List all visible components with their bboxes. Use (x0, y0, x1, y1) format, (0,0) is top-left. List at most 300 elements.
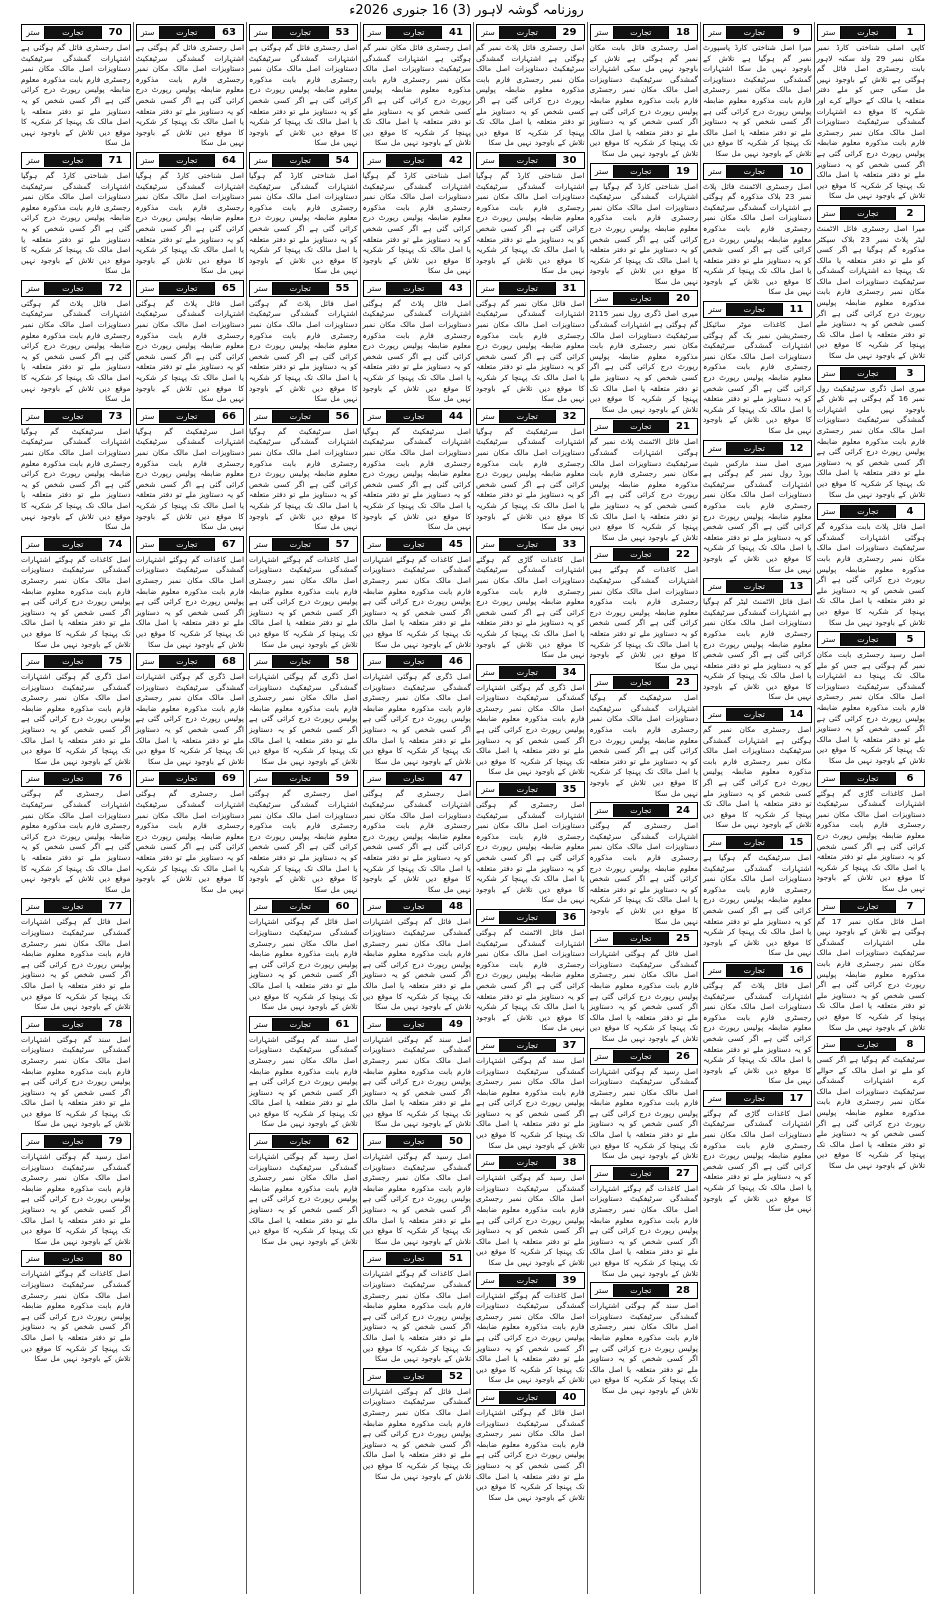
classified-ad (363, 536, 472, 650)
ad-number: 70 (101, 26, 130, 39)
ad-header (136, 653, 245, 670)
ad-section-label: تجارت (45, 1252, 101, 1265)
ad-section-label: تجارت (727, 964, 782, 977)
ad-text: اصل شناختی کارڈ گم ہوگیا اشتہارات گمشدگی سرٹیفکیٹ دستاویزات اصل مالک مکان نمبر رجسٹری فارم بابت مذکورہ معلوم ضابطہ پولیس رپورٹ درج کرائی گئی ہے اگر کسی شخص کو یہ دستاویز ملے تو دفتر متعلقہ یا اصل مالک تک پہنچا کر شکریہ کا موقع دیں تلاش کے باوجود نہیں مل سکا (249, 170, 358, 276)
classified-columns (6, 22, 927, 1594)
ad-section-label: تجارت (387, 154, 442, 167)
ad-tag: ستر (818, 633, 841, 646)
ad-text: اصل رسید گم ہوگئی اشتہارات گمشدگی سرٹیفکیٹ دستاویزات اصل مالک مکان نمبر رجسٹری فارم بابت مذکورہ معلوم ضابطہ پولیس رپورٹ درج کرائی گئی ہے اگر کسی شخص کو یہ دستاویز ملے تو دفتر متعلقہ یا اصل مالک تک پہنچا کر شکریہ کا موقع دیں تلاش کے باوجود نہیں مل سکا (476, 1173, 585, 1267)
ad-tag: ستر (22, 26, 45, 39)
ad-header (590, 1282, 699, 1299)
classified-ad (249, 280, 358, 405)
ad-number: 14 (782, 708, 811, 721)
classified-ad (363, 1133, 472, 1247)
ad-tag: ستر (591, 420, 614, 433)
classified-ad (476, 1037, 585, 1151)
ad-text: اصل ڈگری گم ہوگئی اشتہارات گمشدگی سرٹیفکیٹ دستاویزات اصل مالک مکان نمبر رجسٹری فارم بابت مذکورہ معلوم ضابطہ پولیس رپورٹ درج کرائی گئی ہے اگر کسی شخص کو یہ دستاویز ملے تو دفتر متعلقہ یا اصل مالک تک پہنچا کر شکریہ کا موقع دیں تلاش کے باوجود نہیں مل سکا (476, 682, 585, 777)
ad-header (363, 898, 472, 915)
ad-number: 77 (101, 900, 130, 913)
ad-text: میری اصل سند مارکس شیٹ بورڈ رول نمبر گم ہوگئی ہے اشتہارات گمشدگی سرٹیفکیٹ دستاویزات اصل مالک مکان نمبر رجسٹری فارم بابت مذکورہ معلوم ضابطہ پولیس رپورٹ درج کرائی گئی ہے اگر کسی شخص کو یہ دستاویز ملے تو دفتر متعلقہ یا اصل مالک تک پہنچا کر شکریہ کا موقع دیں تلاش کے باوجود نہیں مل سکا (703, 458, 812, 574)
ad-number: 34 (555, 666, 584, 679)
ad-tag: ستر (137, 410, 160, 423)
ad-header (249, 898, 358, 915)
ad-header (21, 152, 131, 169)
ad-number: 20 (668, 292, 697, 305)
ad-section-label: تجارت (500, 1274, 555, 1287)
classified-ad (703, 962, 812, 1087)
ad-number: 69 (214, 772, 243, 785)
ad-header (476, 408, 585, 425)
ad-header (136, 24, 245, 41)
ad-header (590, 930, 699, 947)
ad-section-label: تجارت (614, 548, 669, 561)
ad-text: میری اصل ڈگری رول نمبر 2115 گم ہوگئی ہے اشتہارات گمشدگی سرٹیفکیٹ دستاویزات اصل مالک مکان نمبر رجسٹری فارم بابت مذکورہ معلوم ضابطہ پولیس رپورٹ درج کرائی گئی ہے اگر کسی شخص کو یہ دستاویز ملے تو دفتر متعلقہ یا اصل مالک تک پہنچا کر شکریہ کا موقع دیں تلاش کے باوجود نہیں مل سکا (589, 309, 698, 414)
ad-section-label: تجارت (614, 932, 669, 945)
ad-tag: ستر (364, 1018, 387, 1031)
ad-header (21, 1250, 131, 1267)
classified-ad (21, 770, 131, 895)
ad-section-label: تجارت (160, 772, 215, 785)
ad-header (590, 418, 699, 435)
ad-tag: ستر (364, 772, 387, 785)
classified-ad (249, 770, 358, 895)
ad-tag: ستر (591, 804, 614, 817)
ad-text: اصل رجسٹری گم ہوگئی اشتہارات گمشدگی سرٹیفکیٹ دستاویزات اصل مالک مکان نمبر رجسٹری فارم بابت مذکورہ معلوم ضابطہ پولیس رپورٹ درج کرائی گئی ہے اگر کسی شخص کو یہ دستاویز ملے تو دفتر متعلقہ یا اصل مالک تک پہنچا کر شکریہ کا موقع دیں تلاش کے باوجود نہیں مل سکا (135, 789, 244, 894)
classified-ad (363, 1250, 472, 1364)
ad-header (363, 770, 472, 787)
ad-tag: ستر (250, 900, 273, 913)
ad-header (21, 24, 131, 41)
ad-number: 4 (895, 505, 924, 518)
ad-header (703, 578, 812, 595)
ad-text: اصل کاغذات گم ہوگئے اشتہارات گمشدگی سرٹیفکیٹ دستاویزات اصل مالک مکان نمبر رجسٹری فارم بابت مذکورہ معلوم ضابطہ پولیس رپورٹ درج کرائی گئی ہے اگر کسی شخص کو یہ دستاویز ملے تو دفتر متعلقہ یا اصل مالک تک پہنچا کر شکریہ کا موقع دیں تلاش کے باوجود نہیں مل سکا (135, 554, 244, 649)
ad-tag: ستر (137, 26, 160, 39)
ad-number: 26 (668, 1050, 697, 1063)
ad-text: اصل کاغذات گم ہوگئے اشتہارات گمشدگی سرٹیفکیٹ دستاویزات اصل مالک مکان نمبر رجسٹری فارم بابت مذکورہ معلوم ضابطہ پولیس رپورٹ درج کرائی گئی ہے اگر کسی شخص کو یہ دستاویز ملے تو دفتر متعلقہ یا اصل مالک تک پہنچا کر شکریہ کا موقع دیں تلاش کے باوجود نہیں مل سکا (476, 1290, 585, 1385)
ad-section-label: تجارت (273, 538, 328, 551)
ad-section-label: تجارت (45, 538, 101, 551)
ad-number: 36 (555, 911, 584, 924)
ad-section-label: تجارت (273, 282, 328, 295)
classified-ad (21, 280, 131, 405)
ad-number: 13 (782, 580, 811, 593)
ad-header (249, 770, 358, 787)
ad-section-label: تجارت (500, 783, 555, 796)
ad-tag: ستر (477, 282, 500, 295)
ad-header (476, 280, 585, 297)
ad-section-label: تجارت (273, 900, 328, 913)
ad-text: اصل فائل گم ہوگئی اشتہارات گمشدگی سرٹیفکیٹ دستاویزات اصل مالک مکان نمبر رجسٹری فارم بابت مذکورہ معلوم ضابطہ پولیس رپورٹ درج کرائی گئی ہے اگر کسی شخص کو یہ دستاویز ملے تو دفتر متعلقہ یا اصل مالک تک پہنچا کر شکریہ کا موقع دیں تلاش کے باوجود نہیں مل سکا (21, 917, 131, 1012)
ad-number: 44 (441, 410, 470, 423)
ad-text: اصل کاغذات موٹر سائیکل رجسٹریشن نمبر بک گم ہوگئی اشتہارات گمشدگی سرٹیفکیٹ دستاویزات اصل مالک مکان نمبر رجسٹری فارم بابت مذکورہ معلوم ضابطہ پولیس رپورٹ درج کرائی گئی ہے اگر کسی شخص کو یہ دستاویز ملے تو دفتر متعلقہ یا اصل مالک تک پہنچا کر شکریہ کا موقع دیں تلاش کے باوجود نہیں مل سکا (703, 320, 812, 435)
ad-section-label: تجارت (273, 26, 328, 39)
ad-header (363, 280, 472, 297)
ad-header (817, 503, 926, 520)
ad-tag: ستر (477, 26, 500, 39)
ad-text: کاپی اصلی شناختی کارڈ نمبر مکان نمبر 29 ولد سکنہ لاہور بابت رجسٹری اصل فائل گم ہوگئی ہے تلاش کے باوجود نہیں مل سکی جس کو ملے دفتر متعلقہ یا مالک کے حوالے کرے اور شکریہ کا موقع دے اشتہارات گمشدگی سرٹیفکیٹ دستاویزات اصل مالک مکان نمبر رجسٹری فارم بابت مذکورہ معلوم ضابطہ پولیس رپورٹ درج کرائی گئی ہے اگر کسی شخص کو یہ دستاویز ملے تو دفتر متعلقہ یا اصل مالک تک پہنچا کر شکریہ کا موقع دیں تلاش کے باوجود نہیں مل سکا (816, 43, 926, 201)
ad-header (363, 408, 472, 425)
ad-section-label: تجارت (387, 1252, 442, 1265)
classified-ad (249, 408, 358, 533)
ad-tag: ستر (22, 1252, 45, 1265)
classified-ad (590, 24, 699, 160)
ad-header (476, 909, 585, 926)
ad-header (249, 152, 358, 169)
classified-ad (21, 24, 131, 149)
ad-text: اصل سرٹیفکیٹ گم ہوگیا اشتہارات گمشدگی سرٹیفکیٹ دستاویزات اصل مالک مکان نمبر رجسٹری فارم بابت مذکورہ معلوم ضابطہ پولیس رپورٹ درج کرائی گئی ہے اگر کسی شخص کو یہ دستاویز ملے تو دفتر متعلقہ یا اصل مالک تک پہنچا کر شکریہ کا موقع دیں تلاش کے باوجود نہیں مل سکا (135, 426, 244, 532)
classified-ad (476, 781, 585, 906)
column (814, 22, 928, 1594)
ad-text: اصل کاغذات گم ہوگئے اشتہارات گمشدگی سرٹیفکیٹ دستاویزات اصل مالک مکان نمبر رجسٹری فارم بابت مذکورہ معلوم ضابطہ پولیس رپورٹ درج کرائی گئی ہے اگر کسی شخص کو یہ دستاویز ملے تو دفتر متعلقہ یا اصل مالک تک پہنچا کر شکریہ کا موقع دیں تلاش کے باوجود نہیں مل سکا (21, 554, 131, 649)
ad-number: 64 (214, 154, 243, 167)
ad-tag: ستر (477, 666, 500, 679)
ad-section-label: تجارت (387, 1018, 442, 1031)
ad-header (590, 546, 699, 563)
ad-header (703, 163, 812, 180)
ad-number: 10 (782, 165, 811, 178)
ad-text: اصل رجسٹری گم ہوگئی اشتہارات گمشدگی سرٹیفکیٹ دستاویزات اصل مالک مکان نمبر رجسٹری فارم بابت مذکورہ معلوم ضابطہ پولیس رپورٹ درج کرائی گئی ہے اگر کسی شخص کو یہ دستاویز ملے تو دفتر متعلقہ یا اصل مالک تک پہنچا کر شکریہ کا موقع دیں تلاش کے باوجود نہیں مل سکا (476, 800, 585, 905)
ad-text: اصل رجسٹری مکان نمبر گم ہوگئی ہے اشتہارات گمشدگی سرٹیفکیٹ دستاویزات اصل مالک مکان نمبر رجسٹری فارم بابت مذکورہ معلوم ضابطہ پولیس رپورٹ درج کرائی گئی ہے اگر کسی شخص کو یہ دستاویز ملے تو دفتر متعلقہ یا اصل مالک تک پہنچا کر شکریہ کا موقع دیں تلاش کے باوجود نہیں مل سکا (703, 725, 812, 830)
ad-number: 12 (782, 442, 811, 455)
classified-ad (363, 280, 472, 405)
ad-section-label: تجارت (500, 911, 555, 924)
column (587, 22, 701, 1594)
ad-tag: ستر (364, 282, 387, 295)
ad-text: اصل فائل گم ہوگئی اشتہارات گمشدگی سرٹیفکیٹ دستاویزات اصل مالک مکان نمبر رجسٹری فارم بابت مذکورہ معلوم ضابطہ پولیس رپورٹ درج کرائی گئی ہے اگر کسی شخص کو یہ دستاویز ملے تو دفتر متعلقہ یا اصل مالک تک پہنچا کر شکریہ کا موقع دیں تلاش کے باوجود نہیں مل سکا (589, 949, 698, 1043)
classified-ad (21, 1016, 131, 1130)
classified-ad (21, 1250, 131, 1364)
ad-number: 80 (101, 1252, 130, 1265)
classified-ad (476, 1272, 585, 1386)
ad-section-label: تجارت (387, 26, 442, 39)
ad-text: اصل کاغذات گم ہوگئے اشتہارات گمشدگی سرٹیفکیٹ دستاویزات اصل مالک مکان نمبر رجسٹری فارم بابت مذکورہ معلوم ضابطہ پولیس رپورٹ درج کرائی گئی ہے اگر کسی شخص کو یہ دستاویز ملے تو دفتر متعلقہ یا اصل مالک تک پہنچا کر شکریہ کا موقع دیں تلاش کے باوجود نہیں مل سکا (362, 1269, 471, 1364)
ad-number: 65 (214, 282, 243, 295)
ad-text: اصل رجسٹری گم ہوگئی اشتہارات گمشدگی سرٹیفکیٹ دستاویزات اصل مالک مکان نمبر رجسٹری فارم بابت مذکورہ معلوم ضابطہ پولیس رپورٹ درج کرائی گئی ہے اگر کسی شخص کو یہ دستاویز ملے تو دفتر متعلقہ یا اصل مالک تک پہنچا کر شکریہ کا موقع دیں تلاش کے باوجود نہیں مل سکا (249, 789, 358, 894)
ad-section-label: تجارت (273, 154, 328, 167)
ad-section-label: تجارت (45, 1018, 101, 1031)
ad-number: 25 (668, 932, 697, 945)
ad-header (476, 24, 585, 41)
classified-ad (476, 152, 585, 277)
ad-tag: ستر (477, 1274, 500, 1287)
ad-header (363, 1016, 472, 1033)
ad-number: 3 (895, 367, 924, 380)
classified-ad (703, 301, 812, 437)
ad-number: 73 (101, 410, 130, 423)
ad-text: اصل کاغذات گم ہوگئے اشتہارات گمشدگی سرٹیفکیٹ دستاویزات اصل مالک مکان نمبر رجسٹری فارم بابت مذکورہ معلوم ضابطہ پولیس رپورٹ درج کرائی گئی ہے اگر کسی شخص کو یہ دستاویز ملے تو دفتر متعلقہ یا اصل مالک تک پہنچا کر شکریہ کا موقع دیں تلاش کے باوجود نہیں مل سکا (249, 554, 358, 649)
ad-header (590, 802, 699, 819)
ad-header (703, 301, 812, 318)
ad-number: 16 (782, 964, 811, 977)
ad-text: اصل فائل گم ہوگئی اشتہارات گمشدگی سرٹیفکیٹ دستاویزات اصل مالک مکان نمبر رجسٹری فارم بابت مذکورہ معلوم ضابطہ پولیس رپورٹ درج کرائی گئی ہے اگر کسی شخص کو یہ دستاویز ملے تو دفتر متعلقہ یا اصل مالک تک پہنچا کر شکریہ کا موقع دیں تلاش کے باوجود نہیں مل سکا (362, 1386, 471, 1481)
ad-number: 59 (328, 772, 357, 785)
classified-ad (476, 664, 585, 778)
ad-text: اصل شناختی کارڈ گم ہوگیا اشتہارات گمشدگی سرٹیفکیٹ دستاویزات اصل مالک مکان نمبر رجسٹری فارم بابت مذکورہ معلوم ضابطہ پولیس رپورٹ درج کرائی گئی ہے اگر کسی شخص کو یہ دستاویز ملے تو دفتر متعلقہ یا اصل مالک تک پہنچا کر شکریہ کا موقع دیں تلاش کے باوجود نہیں مل سکا (21, 170, 131, 276)
ad-section-label: تجارت (160, 26, 215, 39)
ad-header (363, 24, 472, 41)
ad-number: 23 (668, 676, 697, 689)
column (360, 22, 474, 1594)
classified-ad (817, 631, 926, 767)
classified-ad (249, 24, 358, 149)
ad-text: اصل فائل پلاٹ گم ہوگئی اشتہارات گمشدگی سرٹیفکیٹ دستاویزات اصل مالک مکان نمبر رجسٹری فارم بابت مذکورہ معلوم ضابطہ پولیس رپورٹ درج کرائی گئی ہے اگر کسی شخص کو یہ دستاویز ملے تو دفتر متعلقہ یا اصل مالک تک پہنچا کر شکریہ کا موقع دیں تلاش کے باوجود نہیں مل سکا (362, 298, 471, 404)
ad-section-label: تجارت (160, 410, 215, 423)
ad-tag: ستر (364, 1252, 387, 1265)
ad-section-label: تجارت (727, 836, 782, 849)
ad-tag: ستر (704, 165, 727, 178)
ad-text: اصل سرٹیفکیٹ گم ہوگیا اشتہارات گمشدگی سرٹیفکیٹ دستاویزات اصل مالک مکان نمبر رجسٹری فارم بابت مذکورہ معلوم ضابطہ پولیس رپورٹ درج کرائی گئی ہے اگر کسی شخص کو یہ دستاویز ملے تو دفتر متعلقہ یا اصل مالک تک پہنچا کر شکریہ کا موقع دیں تلاش کے باوجود نہیں مل سکا (589, 693, 698, 798)
ad-tag: ستر (591, 26, 614, 39)
ad-text: اصل فائل پلاٹ گم ہوگئی اشتہارات گمشدگی سرٹیفکیٹ دستاویزات اصل مالک مکان نمبر رجسٹری فارم بابت مذکورہ معلوم ضابطہ پولیس رپورٹ درج کرائی گئی ہے اگر کسی شخص کو یہ دستاویز ملے تو دفتر متعلقہ یا اصل مالک تک پہنچا کر شکریہ کا موقع دیں تلاش کے باوجود نہیں مل سکا (703, 980, 812, 1086)
ad-tag: ستر (137, 282, 160, 295)
ad-text: اصل سند گم ہوگئی اشتہارات گمشدگی سرٹیفکیٹ دستاویزات اصل مالک مکان نمبر رجسٹری فارم بابت مذکورہ معلوم ضابطہ پولیس رپورٹ درج کرائی گئی ہے اگر کسی شخص کو یہ دستاویز ملے تو دفتر متعلقہ یا اصل مالک تک پہنچا کر شکریہ کا موقع دیں تلاش کے باوجود نہیں مل سکا (589, 1301, 698, 1395)
ad-number: 46 (441, 655, 470, 668)
ad-section-label: تجارت (273, 655, 328, 668)
classified-ad (590, 930, 699, 1044)
ad-header (249, 536, 358, 553)
ad-header (363, 653, 472, 670)
ad-header (249, 24, 358, 41)
classified-ad (590, 418, 699, 543)
ad-number: 33 (555, 538, 584, 551)
ad-section-label: تجارت (614, 1284, 669, 1297)
ad-header (703, 962, 812, 979)
classified-ad (476, 909, 585, 1034)
ad-header (817, 1036, 926, 1053)
ad-text: اصل رجسٹری الاٹمنٹ فائل پلاٹ نمبر 23 بلاک مذکورہ گم ہوگئی ہے اشتہارات گمشدگی سرٹیفکیٹ دستاویزات اصل مالک مکان نمبر رجسٹری فارم بابت مذکورہ معلوم ضابطہ پولیس رپورٹ درج کرائی گئی ہے اگر کسی شخص کو یہ دستاویز ملے تو دفتر متعلقہ یا اصل مالک تک پہنچا کر شکریہ کا موقع دیں تلاش کے باوجود نہیں مل سکا (703, 181, 812, 297)
ad-header (817, 770, 926, 787)
ad-tag: ستر (591, 676, 614, 689)
column (19, 22, 133, 1594)
ad-text: اصل سرٹیفکیٹ گم ہوگیا اشتہارات گمشدگی سرٹیفکیٹ دستاویزات اصل مالک مکان نمبر رجسٹری فارم بابت مذکورہ معلوم ضابطہ پولیس رپورٹ درج کرائی گئی ہے اگر کسی شخص کو یہ دستاویز ملے تو دفتر متعلقہ یا اصل مالک تک پہنچا کر شکریہ کا موقع دیں تلاش کے باوجود نہیں مل سکا (21, 426, 131, 532)
ad-text: اصل فائل الاٹمنٹ پلاٹ نمبر گم ہوگئی اشتہارات گمشدگی سرٹیفکیٹ دستاویزات اصل مالک مکان نمبر رجسٹری فارم بابت مذکورہ معلوم ضابطہ پولیس رپورٹ درج کرائی گئی ہے اگر کسی شخص کو یہ دستاویز ملے تو دفتر متعلقہ یا اصل مالک تک پہنچا کر شکریہ کا موقع دیں تلاش کے باوجود نہیں مل سکا (589, 437, 698, 542)
ad-tag: ستر (250, 655, 273, 668)
classified-ad (363, 770, 472, 895)
ad-text: اصل شناختی کارڈ گم ہوگیا اشتہارات گمشدگی سرٹیفکیٹ دستاویزات اصل مالک مکان نمبر رجسٹری فارم بابت مذکورہ معلوم ضابطہ پولیس رپورٹ درج کرائی گئی ہے اگر کسی شخص کو یہ دستاویز ملے تو دفتر متعلقہ یا اصل مالک تک پہنچا کر شکریہ کا موقع دیں تلاش کے باوجود نہیں مل سکا (362, 170, 471, 276)
ad-number: 38 (555, 1156, 584, 1169)
ad-number: 48 (441, 900, 470, 913)
ad-text: اصل شناختی کارڈ گم ہوگیا ہے اشتہارات گمشدگی سرٹیفکیٹ دستاویزات اصل مالک مکان نمبر رجسٹری فارم بابت مذکورہ معلوم ضابطہ پولیس رپورٹ درج کرائی گئی ہے اگر کسی شخص کو یہ دستاویز ملے تو دفتر متعلقہ یا اصل مالک تک پہنچا کر شکریہ کا موقع دیں تلاش کے باوجود نہیں مل سکا (589, 181, 698, 286)
ad-text: اصل فائل الاٹمنٹ لیٹر گم ہوگیا ہے اشتہارات گمشدگی سرٹیفکیٹ دستاویزات اصل مالک مکان نمبر رجسٹری فارم بابت مذکورہ معلوم ضابطہ پولیس رپورٹ درج کرائی گئی ہے اگر کسی شخص کو یہ دستاویز ملے تو دفتر متعلقہ یا اصل مالک تک پہنچا کر شکریہ کا موقع دیں تلاش کے باوجود نہیں مل سکا (703, 597, 812, 702)
ad-header (703, 24, 812, 41)
ad-text: اصل رسید گم ہوگئی اشتہارات گمشدگی سرٹیفکیٹ دستاویزات اصل مالک مکان نمبر رجسٹری فارم بابت مذکورہ معلوم ضابطہ پولیس رپورٹ درج کرائی گئی ہے اگر کسی شخص کو یہ دستاویز ملے تو دفتر متعلقہ یا اصل مالک تک پہنچا کر شکریہ کا موقع دیں تلاش کے باوجود نہیں مل سکا (362, 1152, 471, 1246)
ad-text: اصل ڈگری گم ہوگئی اشتہارات گمشدگی سرٹیفکیٹ دستاویزات اصل مالک مکان نمبر رجسٹری فارم بابت مذکورہ معلوم ضابطہ پولیس رپورٹ درج کرائی گئی ہے اگر کسی شخص کو یہ دستاویز ملے تو دفتر متعلقہ یا اصل مالک تک پہنچا کر شکریہ کا موقع دیں تلاش کے باوجود نہیں مل سکا (362, 672, 471, 766)
ad-section-label: تجارت (727, 580, 782, 593)
ad-tag: ستر (704, 303, 727, 316)
ad-text: اصل شناختی کارڈ گم ہوگیا اشتہارات گمشدگی سرٹیفکیٹ دستاویزات اصل مالک مکان نمبر رجسٹری فارم بابت مذکورہ معلوم ضابطہ پولیس رپورٹ درج کرائی گئی ہے اگر کسی شخص کو یہ دستاویز ملے تو دفتر متعلقہ یا اصل مالک تک پہنچا کر شکریہ کا موقع دیں تلاش کے باوجود نہیں مل سکا (135, 170, 244, 276)
ad-number: 68 (214, 655, 243, 668)
ad-header (817, 631, 926, 648)
ad-tag: ستر (704, 26, 727, 39)
ad-section-label: تجارت (841, 772, 896, 785)
ad-number: 9 (782, 26, 811, 39)
ad-section-label: تجارت (727, 442, 782, 455)
ad-number: 63 (214, 26, 243, 39)
ad-text: اصل سرٹیفکیٹ گم ہوگیا ہے اشتہارات گمشدگی سرٹیفکیٹ دستاویزات اصل مالک مکان نمبر رجسٹری فارم بابت مذکورہ معلوم ضابطہ پولیس رپورٹ درج کرائی گئی ہے اگر کسی شخص کو یہ دستاویز ملے تو دفتر متعلقہ یا اصل مالک تک پہنچا کر شکریہ کا موقع دیں تلاش کے باوجود نہیں مل سکا (703, 853, 812, 958)
ad-section-label: تجارت (500, 26, 555, 39)
ad-tag: ستر (22, 154, 45, 167)
classified-ad (703, 24, 812, 160)
classified-ad (136, 280, 245, 405)
ad-header (817, 24, 926, 41)
ad-section-label: تجارت (500, 410, 555, 423)
ad-text: میرا اصل شناختی کارڈ پاسپورٹ نمبر گم ہوگیا ہے تلاش کے باوجود نہیں مل سکا اشتہارات گمشدگی سرٹیفکیٹ دستاویزات اصل مالک مکان نمبر رجسٹری فارم بابت مذکورہ معلوم ضابطہ پولیس رپورٹ درج کرائی گئی ہے اگر کسی شخص کو یہ دستاویز ملے تو دفتر متعلقہ یا اصل مالک تک پہنچا کر شکریہ کا موقع دیں تلاش کے باوجود نہیں مل سکا (703, 43, 812, 158)
ad-number: 53 (328, 26, 357, 39)
ad-tag: ستر (591, 165, 614, 178)
ad-section-label: تجارت (841, 1038, 896, 1051)
ad-header (249, 653, 358, 670)
classified-ad (136, 152, 245, 277)
ad-text: اصل فائل پلاٹ گم ہوگئی اشتہارات گمشدگی سرٹیفکیٹ دستاویزات اصل مالک مکان نمبر رجسٹری فارم بابت مذکورہ معلوم ضابطہ پولیس رپورٹ درج کرائی گئی ہے اگر کسی شخص کو یہ دستاویز ملے تو دفتر متعلقہ یا اصل مالک تک پہنچا کر شکریہ کا موقع دیں تلاش کے باوجود نہیں مل سکا (135, 298, 244, 404)
ad-text: اصل فائل پلاٹ گم ہوگئی اشتہارات گمشدگی سرٹیفکیٹ دستاویزات اصل مالک مکان نمبر رجسٹری فارم بابت مذکورہ معلوم ضابطہ پولیس رپورٹ درج کرائی گئی ہے اگر کسی شخص کو یہ دستاویز ملے تو دفتر متعلقہ یا اصل مالک تک پہنچا کر شکریہ کا موقع دیں تلاش کے باوجود نہیں مل سکا (249, 298, 358, 404)
ad-text: اصل سند گم ہوگئی اشتہارات گمشدگی سرٹیفکیٹ دستاویزات اصل مالک مکان نمبر رجسٹری فارم بابت مذکورہ معلوم ضابطہ پولیس رپورٹ درج کرائی گئی ہے اگر کسی شخص کو یہ دستاویز ملے تو دفتر متعلقہ یا اصل مالک تک پہنچا کر شکریہ کا موقع دیں تلاش کے باوجود نہیں مل سکا (362, 1034, 471, 1129)
ad-tag: ستر (704, 442, 727, 455)
ad-tag: ستر (477, 538, 500, 551)
ad-number: 52 (441, 1370, 470, 1383)
ad-text: اصل کاغذات گم ہوگئے ہیں اشتہارات گمشدگی سرٹیفکیٹ دستاویزات اصل مالک مکان نمبر رجسٹری فارم بابت مذکورہ معلوم ضابطہ پولیس رپورٹ درج کرائی گئی ہے اگر کسی شخص کو یہ دستاویز ملے تو دفتر متعلقہ یا اصل مالک تک پہنچا کر شکریہ کا موقع دیں تلاش کے باوجود نہیں مل سکا (589, 565, 698, 670)
ad-number: 71 (101, 154, 130, 167)
classified-ad (363, 653, 472, 767)
classified-ad (703, 163, 812, 299)
classified-ad (817, 898, 926, 1034)
ad-section-label: تجارت (45, 410, 101, 423)
classified-ad (136, 536, 245, 650)
ad-tag: ستر (364, 538, 387, 551)
ad-tag: ستر (22, 900, 45, 913)
ad-header (363, 1250, 472, 1267)
ad-number: 1 (895, 26, 924, 39)
ad-number: 31 (555, 282, 584, 295)
ad-number: 61 (328, 1018, 357, 1031)
ad-number: 47 (441, 772, 470, 785)
ad-text: اصل سرٹیفکیٹ گم ہوگیا اشتہارات گمشدگی سرٹیفکیٹ دستاویزات اصل مالک مکان نمبر رجسٹری فارم بابت مذکورہ معلوم ضابطہ پولیس رپورٹ درج کرائی گئی ہے اگر کسی شخص کو یہ دستاویز ملے تو دفتر متعلقہ یا اصل مالک تک پہنچا کر شکریہ کا موقع دیں تلاش کے باوجود نہیں مل سکا (476, 426, 585, 532)
ad-number: 42 (441, 154, 470, 167)
ad-section-label: تجارت (841, 207, 896, 220)
ad-header (476, 781, 585, 798)
ad-header (136, 536, 245, 553)
ad-tag: ستر (364, 410, 387, 423)
ad-section-label: تجارت (160, 655, 215, 668)
classified-ad (817, 1036, 926, 1172)
ad-tag: ستر (22, 538, 45, 551)
ad-number: 19 (668, 165, 697, 178)
ad-section-label: تجارت (387, 1135, 442, 1148)
ad-header (136, 280, 245, 297)
classified-ad (817, 503, 926, 628)
ad-number: 35 (555, 783, 584, 796)
ad-text: اصل ڈگری گم ہوگئی اشتہارات گمشدگی سرٹیفکیٹ دستاویزات اصل مالک مکان نمبر رجسٹری فارم بابت مذکورہ معلوم ضابطہ پولیس رپورٹ درج کرائی گئی ہے اگر کسی شخص کو یہ دستاویز ملے تو دفتر متعلقہ یا اصل مالک تک پہنچا کر شکریہ کا موقع دیں تلاش کے باوجود نہیں مل سکا (21, 672, 131, 766)
ad-header (363, 1133, 472, 1150)
ad-section-label: تجارت (273, 1135, 328, 1148)
ad-section-label: تجارت (614, 165, 669, 178)
column (473, 22, 587, 1594)
ad-text: اصل رسید گم ہوگئی اشتہارات گمشدگی سرٹیفکیٹ دستاویزات اصل مالک مکان نمبر رجسٹری فارم بابت مذکورہ معلوم ضابطہ پولیس رپورٹ درج کرائی گئی ہے اگر کسی شخص کو یہ دستاویز ملے تو دفتر متعلقہ یا اصل مالک تک پہنچا کر شکریہ کا موقع دیں تلاش کے باوجود نہیں مل سکا (249, 1152, 358, 1246)
ad-number: 55 (328, 282, 357, 295)
ad-header (363, 152, 472, 169)
ad-number: 72 (101, 282, 130, 295)
ad-tag: ستر (704, 964, 727, 977)
classified-ad (21, 152, 131, 277)
classified-ad (476, 24, 585, 149)
ad-header (249, 1133, 358, 1150)
ad-section-label: تجارت (614, 676, 669, 689)
column (246, 22, 360, 1594)
ad-tag: ستر (591, 1050, 614, 1063)
ad-number: 29 (555, 26, 584, 39)
ad-text: میرا اصل رجسٹری فائل الاٹمنٹ لیٹر پلاٹ نمبر 23 بلاک سیکٹر مذکورہ گم ہوگیا ہے اگر کسی کو ملے تو دفتر متعلقہ یا مالک تک پہنچا دے اشتہارات گمشدگی سرٹیفکیٹ دستاویزات اصل مالک مکان نمبر رجسٹری فارم بابت مذکورہ معلوم ضابطہ پولیس رپورٹ درج کرائی گئی ہے اگر کسی شخص کو یہ دستاویز ملے تو دفتر متعلقہ یا اصل مالک تک پہنچا کر شکریہ کا موقع دیں تلاش کے باوجود نہیں مل سکا (816, 223, 925, 361)
ad-number: 8 (895, 1038, 924, 1051)
ad-header (136, 408, 245, 425)
ad-tag: ستر (364, 900, 387, 913)
ad-number: 76 (101, 772, 130, 785)
ad-header (590, 290, 699, 307)
classified-ad (21, 653, 131, 767)
ad-section-label: تجارت (500, 1156, 555, 1169)
ad-text: اصل رسید گم ہوگئی اشتہارات گمشدگی سرٹیفکیٹ دستاویزات اصل مالک مکان نمبر رجسٹری فارم بابت مذکورہ معلوم ضابطہ پولیس رپورٹ درج کرائی گئی ہے اگر کسی شخص کو یہ دستاویز ملے تو دفتر متعلقہ یا اصل مالک تک پہنچا کر شکریہ کا موقع دیں تلاش کے باوجود نہیں مل سکا (589, 1066, 698, 1161)
ad-tag: ستر (591, 548, 614, 561)
ad-section-label: تجارت (387, 538, 442, 551)
ad-tag: ستر (818, 505, 841, 518)
ad-tag: ستر (250, 410, 273, 423)
ad-header (817, 898, 926, 915)
classified-ad (363, 152, 472, 277)
ad-section-label: تجارت (387, 900, 442, 913)
classified-ad (703, 706, 812, 831)
ad-text: اصل شناختی کارڈ گم ہوگیا اشتہارات گمشدگی سرٹیفکیٹ دستاویزات اصل مالک مکان نمبر رجسٹری فارم بابت مذکورہ معلوم ضابطہ پولیس رپورٹ درج کرائی گئی ہے اگر کسی شخص کو یہ دستاویز ملے تو دفتر متعلقہ یا اصل مالک تک پہنچا کر شکریہ کا موقع دیں تلاش کے باوجود نہیں مل سکا (476, 170, 585, 276)
classified-ad (363, 1016, 472, 1130)
classified-ad (249, 152, 358, 277)
classified-ad (703, 834, 812, 959)
ad-tag: ستر (137, 655, 160, 668)
ad-text: اصل رجسٹری گم ہوگئی اشتہارات گمشدگی سرٹیفکیٹ دستاویزات اصل مالک مکان نمبر رجسٹری فارم بابت مذکورہ معلوم ضابطہ پولیس رپورٹ درج کرائی گئی ہے اگر کسی شخص کو یہ دستاویز ملے تو دفتر متعلقہ یا اصل مالک تک پہنچا کر شکریہ کا موقع دیں تلاش کے باوجود نہیں مل سکا (21, 789, 131, 894)
classified-ad (363, 898, 472, 1012)
ad-tag: ستر (250, 538, 273, 551)
classified-ad (249, 1133, 358, 1247)
ad-section-label: تجارت (273, 772, 328, 785)
ad-section-label: تجارت (614, 26, 669, 39)
ad-number: 67 (214, 538, 243, 551)
classified-ad (817, 770, 926, 895)
ad-section-label: تجارت (727, 1092, 782, 1105)
ad-section-label: تجارت (614, 804, 669, 817)
ad-header (21, 770, 131, 787)
classified-ad (476, 280, 585, 405)
ad-text: اصل فائل الاٹمنٹ گم ہوگئی اشتہارات گمشدگی سرٹیفکیٹ دستاویزات اصل مالک مکان نمبر رجسٹری فارم بابت مذکورہ معلوم ضابطہ پولیس رپورٹ درج کرائی گئی ہے اگر کسی شخص کو یہ دستاویز ملے تو دفتر متعلقہ یا اصل مالک تک پہنچا کر شکریہ کا موقع دیں تلاش کے باوجود نہیں مل سکا (476, 927, 585, 1033)
ad-section-label: تجارت (841, 900, 896, 913)
ad-section-label: تجارت (45, 655, 101, 668)
classified-ad (703, 1090, 812, 1215)
ad-tag: ستر (591, 1284, 614, 1297)
classified-ad (590, 1048, 699, 1162)
ad-number: 51 (441, 1252, 470, 1265)
ad-tag: ستر (591, 932, 614, 945)
ad-section-label: تجارت (841, 505, 896, 518)
ad-tag: ستر (818, 26, 841, 39)
ad-number: 27 (668, 1167, 697, 1180)
classified-ad (249, 653, 358, 767)
ad-tag: ستر (704, 708, 727, 721)
ad-text: اصل فائل مکان نمبر 17 گم ہوگئی ہے تلاش کے باوجود نہیں ملی اشتہارات گمشدگی سرٹیفکیٹ دستاویزات اصل مالک مکان نمبر رجسٹری فارم بابت مذکورہ معلوم ضابطہ پولیس رپورٹ درج کرائی گئی ہے اگر کسی شخص کو یہ دستاویز ملے تو دفتر متعلقہ یا اصل مالک تک پہنچا کر شکریہ کا موقع دیں تلاش کے باوجود نہیں مل سکا (816, 916, 925, 1032)
classified-ad (136, 770, 245, 895)
ad-header (590, 1165, 699, 1182)
ad-number: 22 (668, 548, 697, 561)
ad-text: اصل رجسٹری فائل گم ہوگئی ہے اشتہارات گمشدگی سرٹیفکیٹ دستاویزات اصل مالک مکان نمبر رجسٹری فارم بابت مذکورہ معلوم ضابطہ پولیس رپورٹ درج کرائی گئی ہے اگر کسی شخص کو یہ دستاویز ملے تو دفتر متعلقہ یا اصل مالک تک پہنچا کر شکریہ کا موقع دیں تلاش کے باوجود نہیں مل سکا (21, 43, 131, 148)
ad-number: 75 (101, 655, 130, 668)
ad-section-label: تجارت (45, 772, 101, 785)
classified-ad (590, 163, 699, 288)
classified-ad (590, 1282, 699, 1396)
ad-section-label: تجارت (45, 154, 101, 167)
